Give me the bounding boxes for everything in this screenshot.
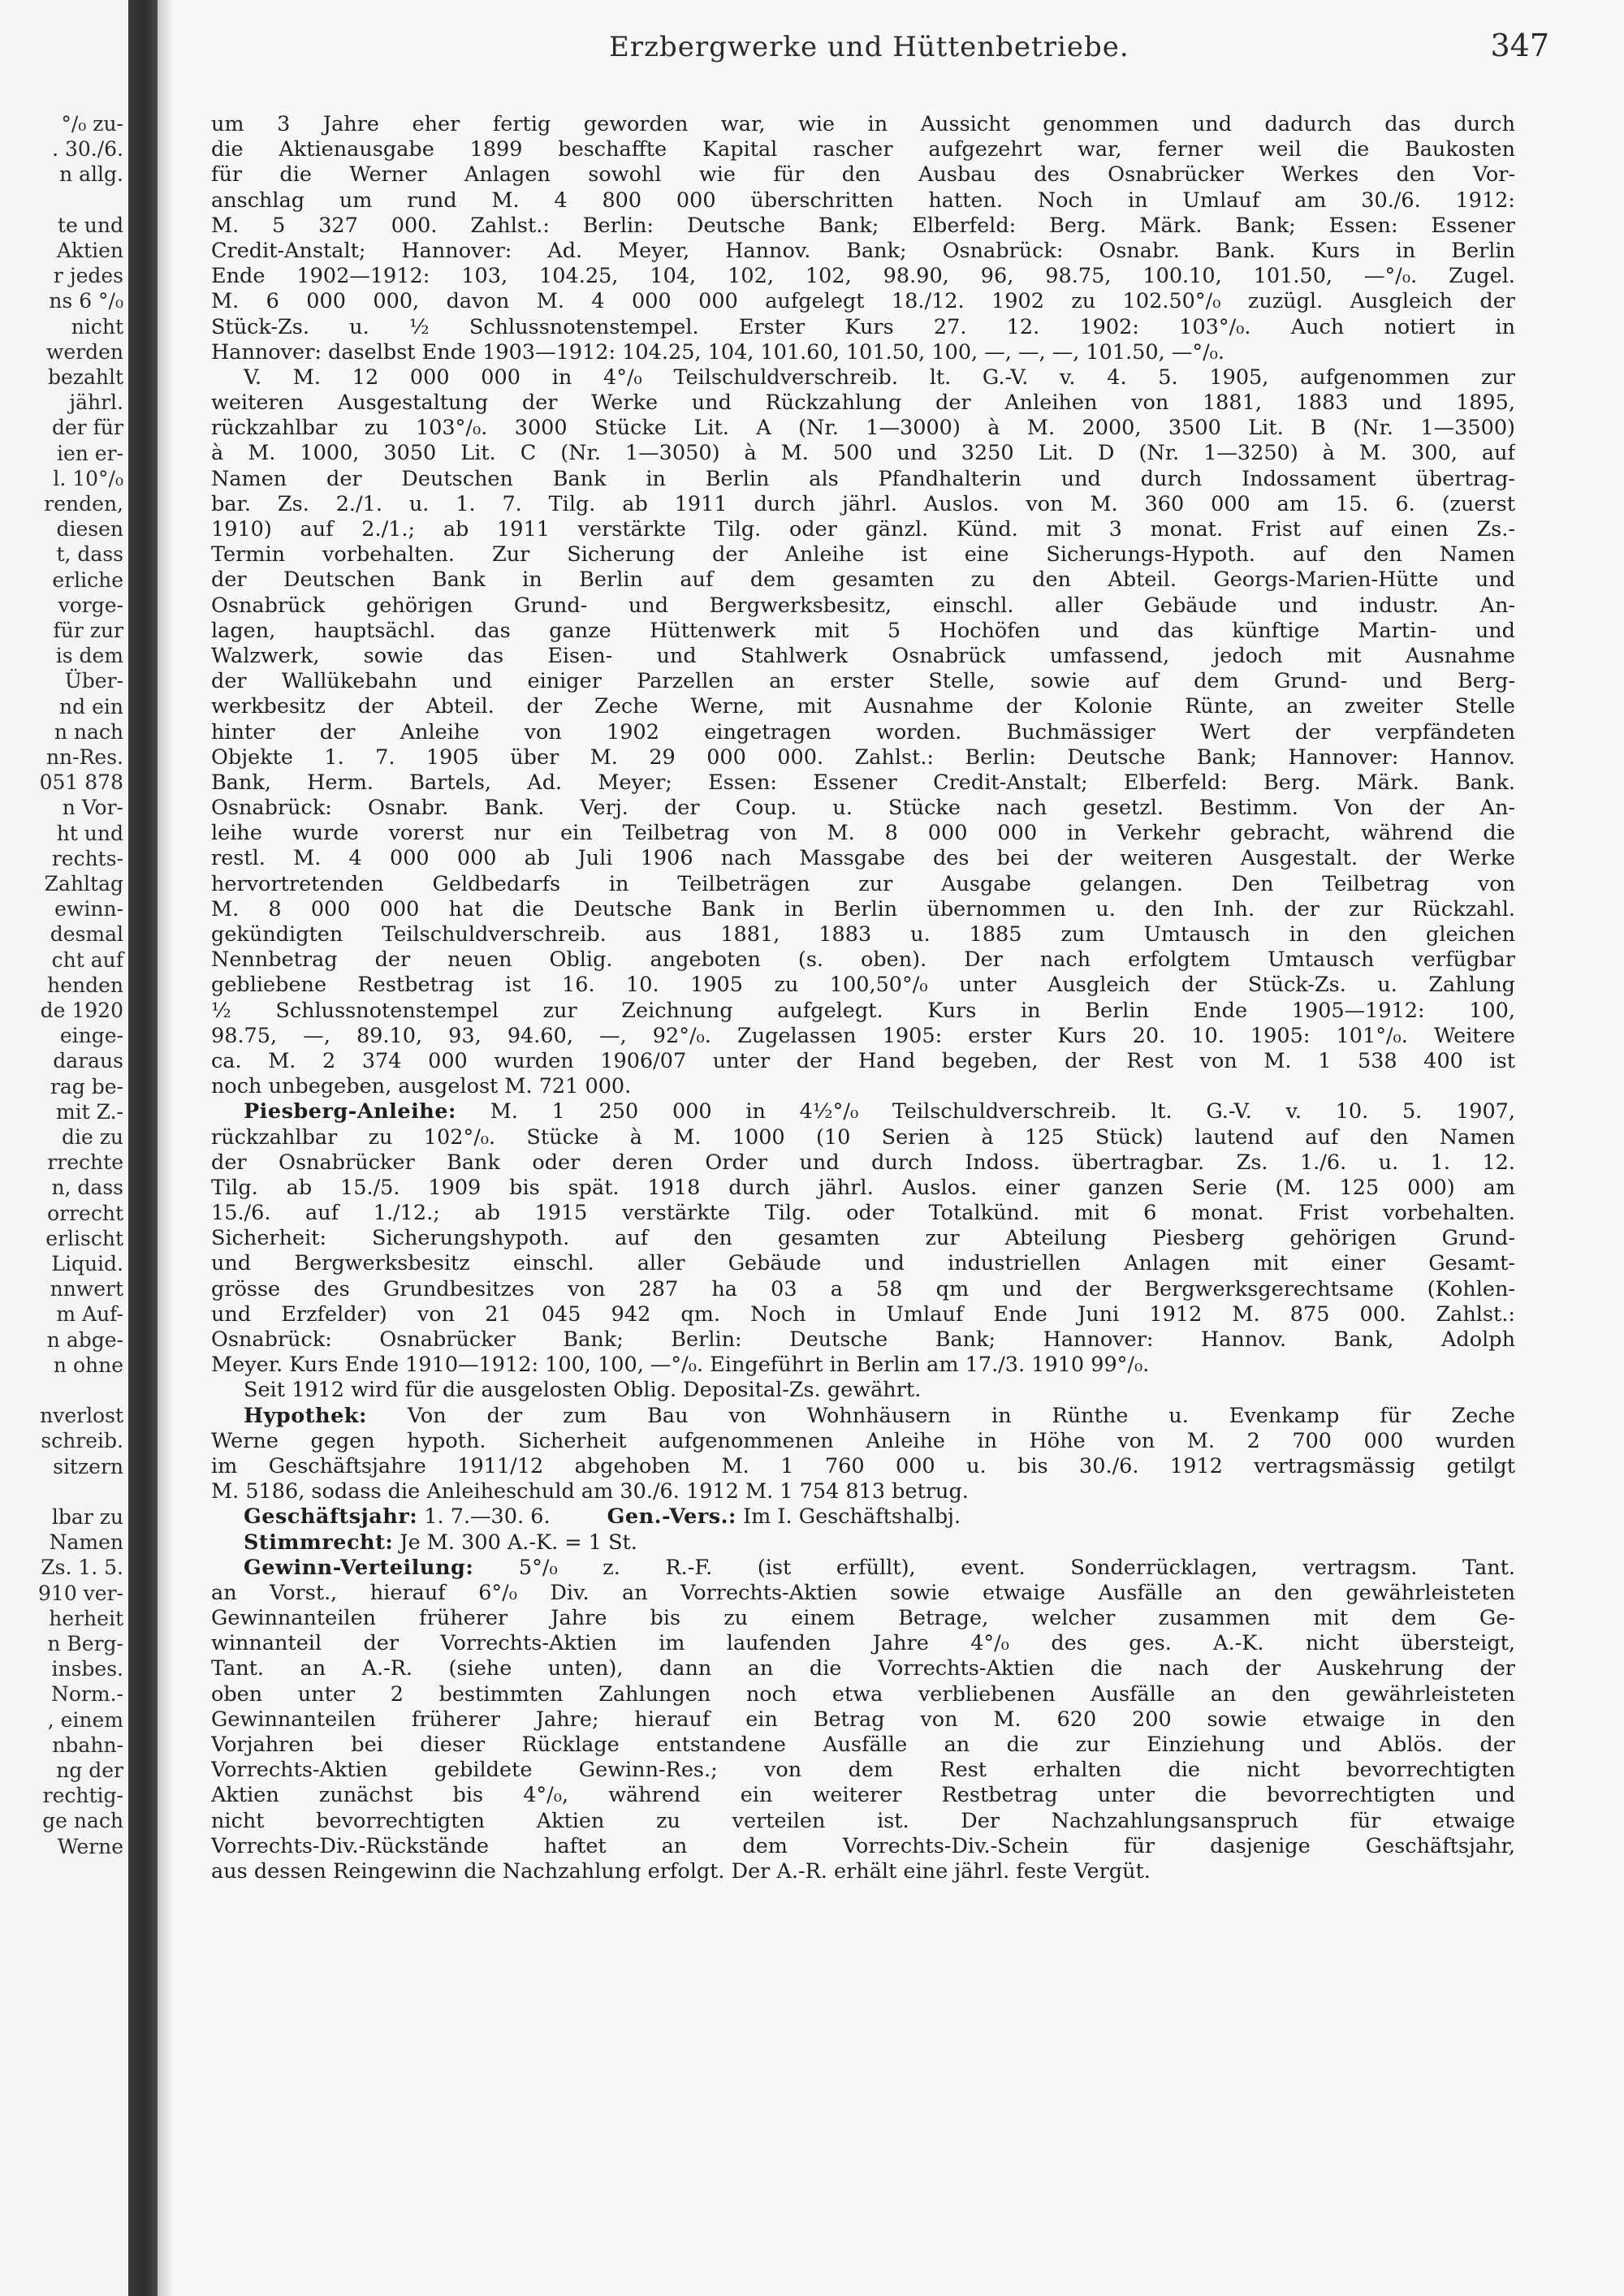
adjacent-page-line: is dem	[55, 644, 123, 668]
adjacent-page-line: Namen	[49, 1530, 123, 1555]
line-text: weiteren Ausgestaltung der Werke und Rückzahlung der Anleihen von 1881, 1883 und 1895,	[211, 391, 1515, 416]
line-text: à M. 1000, 3050 Lit. C (Nr. 1—3050) à M. 500 und 3250 Lit. D (Nr. 1—3250) à M. 300, auf	[211, 441, 1515, 466]
adjacent-page-line: , einem	[47, 1707, 123, 1732]
line-text: Nennbetrag der neuen Oblig. angeboten (s. oben). Der nach erfolgtem Umtausch verfügbar	[211, 947, 1515, 973]
line-text: für die Werner Anlagen sowohl wie für den Ausbau des Osnabrücker Werkes den Vor-	[211, 162, 1515, 188]
text-line	[211, 1429, 1515, 1454]
text-line	[211, 1809, 1515, 1834]
line-text: und Erzfelder) von 21 045 942 qm. Noch in Umlauf Ende Juni 1912 M. 875 000. Zahlst.:	[211, 1301, 1515, 1327]
section-lead: Geschäftsjahr:	[244, 1504, 418, 1530]
line-text: bar. Zs. 2./1. u. 1. 7. Tilg. ab 1911 durch jährl. Auslos. von M. 360 000 am 15. 6. (zuerst	[211, 491, 1515, 516]
line-text: ca. M. 2 374 000 wurden 1906/07 unter der Hand begeben, der Rest von M. 1 538 400 ist	[211, 1048, 1515, 1073]
text-line	[211, 137, 1515, 162]
line-text: 1910) auf 2./1.; ab 1911 verstärkte Tilg. oder gänzl. Künd. mit 3 monat. Frist auf einen Zs.-	[211, 517, 1515, 542]
text-line	[211, 999, 1515, 1024]
text-line	[211, 593, 1515, 619]
line-text: Im I. Geschäftshalbj.	[743, 1504, 961, 1530]
line-text: winnanteil der Vorrechts-Aktien im laufenden Jahre 4°/₀ des ges. A.-K. nicht übersteigt,	[211, 1631, 1515, 1656]
adjacent-page-line: henden	[47, 973, 123, 997]
text-line	[211, 188, 1515, 214]
line-text: Seit 1912 wird für die ausgelosten Oblig. Deposital-Zs. gewährt.	[244, 1378, 922, 1403]
line-text: oben unter 2 bestimmten Zahlungen noch etwa verbliebenen Ausfälle an den gewährleisteten	[211, 1681, 1515, 1707]
line-text: Credit-Anstalt; Hannover: Ad. Meyer, Hannov. Bank; Osnabrück: Osnabr. Bank. Kurs in Berlin	[211, 238, 1515, 263]
text-line	[211, 973, 1515, 998]
adjacent-page-line: einge-	[59, 1024, 123, 1048]
text-line	[211, 1581, 1515, 1606]
adjacent-page-line: schreib.	[41, 1429, 123, 1453]
line-text: Von der zum Bau von Wohnhäusern in Rünthe u. Evenkamp für Zeche	[407, 1403, 1515, 1428]
text-line	[211, 162, 1515, 188]
line-text: Gewinnanteilen früherer Jahre; hierauf ein Betrag von M. 620 200 sowie etwaige in den	[211, 1707, 1515, 1732]
text-line	[211, 467, 1515, 492]
line-text: Aktien zunächst bis 4°/₀, während ein weiterer Restbetrag unter die bevorrechtigten und	[211, 1783, 1515, 1808]
line-text: werkbesitz der Abteil. der Zeche Werne, mit Ausnahme der Kolonie Rünte, an zweiter Stelle	[211, 694, 1515, 719]
adjacent-page-line: Liquid.	[51, 1252, 123, 1275]
line-text: restl. M. 4 000 000 ab Juli 1906 nach Massgabe des bei der weiteren Ausgestalt. der Werke	[211, 846, 1515, 871]
line-text: Je M. 300 A.-K. = 1 St.	[400, 1530, 637, 1555]
text-line	[211, 214, 1515, 239]
line-text: hinter der Anleihe von 1902 eingetragen worden. Buchmässiger Wert der verpfändeten	[211, 719, 1515, 744]
line-text: 5°/₀ z. R.-F. (ist erfüllt), event. Sonderrücklagen, vertragsm. Tant.	[518, 1555, 1515, 1580]
text-line	[211, 1277, 1515, 1302]
line-text: rückzahlbar zu 103°/₀. 3000 Stücke Lit. A (Nr. 1—3000) à M. 2000, 3500 Lit. B (Nr. 1—3500)	[211, 416, 1515, 441]
text-line	[211, 391, 1515, 416]
line-text: Sicherheit: Sicherungshypoth. auf den gesamten zur Abteilung Piesberg gehörigen Grund-	[211, 1226, 1515, 1251]
line-text: Tilg. ab 15./5. 1909 bis spät. 1918 durch jährl. Auslos. einer ganzen Serie (M. 125 000) am	[211, 1175, 1515, 1200]
text-line	[211, 365, 1515, 391]
line-text: die Aktienausgabe 1899 beschaffte Kapital rascher aufgezehrt war, ferner weil die Baukosten	[211, 137, 1515, 162]
line-text: Werne gegen hypoth. Sicherheit aufgenommenen Anleihe in Höhe von M. 2 700 000 wurden	[211, 1428, 1515, 1453]
text-line	[211, 568, 1515, 593]
adjacent-page-line: °/₀ zu-	[61, 112, 123, 136]
text-line	[211, 846, 1515, 871]
section-lead: Gen.-Vers.:	[607, 1504, 736, 1530]
adjacent-page-line: Werne	[57, 1834, 123, 1858]
line-text: Stück-Zs. u. ½ Schlussnotenstempel. Erster Kurs 27. 12. 1902: 103°/₀. Auch notiert in	[211, 314, 1515, 339]
adjacent-page-line: desmal	[50, 922, 123, 947]
line-text: Meyer. Kurs Ende 1910—1912: 100, 100, —°/₀. Eingeführt in Berlin am 17./3. 1910 99°/₀.	[211, 1353, 1150, 1378]
text-line	[211, 619, 1515, 644]
adjacent-page-line: mit Z.-	[55, 1099, 123, 1124]
adjacent-page-line: 910 ver-	[38, 1581, 123, 1605]
running-title: Erzbergwerke und Hüttenbetriebe.	[609, 31, 1129, 63]
adjacent-page-line: nd ein	[59, 694, 123, 719]
adjacent-page-line: jährl.	[69, 391, 123, 415]
adjacent-page-line: Über-	[64, 669, 123, 693]
line-text: Walzwerk, sowie das Eisen- und Stahlwerk Osnabrück umfassend, jedoch mit Ausnahme	[211, 643, 1515, 668]
text-line	[211, 112, 1515, 137]
adjacent-page-line: nnwert	[50, 1277, 123, 1301]
text-line	[211, 239, 1515, 264]
line-text: M. 5 327 000. Zahlst.: Berlin: Deutsche Bank; Elberfeld: Berg. Märk. Bank; Essen: Essener	[211, 213, 1515, 238]
text-line	[211, 264, 1515, 289]
adjacent-page-line: nn-Res.	[45, 745, 123, 769]
text-line	[211, 1758, 1515, 1783]
text-line	[211, 542, 1515, 568]
text-line	[211, 1631, 1515, 1656]
line-text: leihe wurde vorerst nur ein Teilbetrag von M. 8 000 000 in Verkehr gebracht, während die	[211, 821, 1515, 846]
adjacent-page-line: sitzern	[53, 1454, 123, 1478]
line-text: Bank, Herm. Bartels, Ad. Meyer; Essen: Essener Credit-Anstalt; Elberfeld: Berg. Märk. Bank.	[211, 770, 1515, 795]
text-line	[211, 1049, 1515, 1074]
text-line	[211, 1125, 1515, 1150]
line-text: hervortretenden Geldbedarfs in Teilbeträgen zur Ausgabe gelangen. Den Teilbetrag von	[211, 871, 1515, 896]
adjacent-page-line: cht auf	[51, 947, 123, 972]
text-line	[211, 872, 1515, 897]
text-line	[211, 416, 1515, 441]
adjacent-page-line: de 1920	[40, 999, 123, 1022]
adjacent-page-line: ge nach	[42, 1809, 123, 1833]
adjacent-page-line: für zur	[53, 619, 123, 642]
adjacent-page-fragment	[0, 0, 128, 2296]
adjacent-page-line: ng der	[56, 1759, 123, 1782]
adjacent-page-line: rrechte	[47, 1150, 123, 1175]
body-text	[211, 112, 1515, 1884]
adjacent-page-line: werden	[45, 339, 123, 364]
text-line	[211, 1176, 1515, 1201]
text-line	[211, 1834, 1515, 1859]
line-text: und Bergwerksbesitz einschl. aller Gebäude und industriellen Anlagen mit einer Gesamt-	[211, 1251, 1515, 1276]
text-line	[211, 1479, 1515, 1504]
line-text: V. M. 12 000 000 in 4°/₀ Teilschuldverschreib. lt. G.-V. v. 4. 5. 1905, aufgenommen zur	[244, 365, 1515, 390]
section-lead: Stimmrecht:	[244, 1530, 394, 1555]
book-gutter	[128, 0, 158, 2296]
adjacent-page-line: Zahltag	[44, 872, 123, 896]
line-text: an Vorst., hierauf 6°/₀ Div. an Vorrechts-Aktien sowie etwaige Ausfälle an den gewährleisteten	[211, 1580, 1515, 1605]
text-line	[211, 1327, 1515, 1353]
text-line	[211, 694, 1515, 719]
adjacent-page-line: n Berg-	[47, 1632, 123, 1655]
adjacent-page-line: nverlost	[40, 1404, 123, 1428]
adjacent-page-line: lbar zu	[51, 1505, 123, 1529]
line-text: Ende 1902—1912: 103, 104.25, 104, 102, 102, 98.90, 96, 98.75, 100.10, 101.50, —°/₀. Zugel.	[211, 264, 1515, 289]
text-line	[211, 796, 1515, 821]
line-text: 98.75, —, 89.10, 93, 94.60, —, 92°/₀. Zugelassen 1905: erster Kurs 20. 10. 1905: 101°/₀. Weitere	[211, 1023, 1515, 1048]
text-line	[211, 1404, 1515, 1429]
adjacent-page-line: ns 6 °/₀	[49, 289, 123, 313]
line-text: rückzahlbar zu 102°/₀. Stücke à M. 1000 (10 Serien à 125 Stück) lautend auf den Namen	[211, 1124, 1515, 1150]
text-line	[211, 1201, 1515, 1226]
adjacent-page-line: die zu	[61, 1125, 123, 1149]
text-line	[211, 669, 1515, 694]
adjacent-page-line: n ohne	[53, 1353, 123, 1377]
text-line	[211, 770, 1515, 796]
adjacent-page-line: n nach	[54, 719, 123, 744]
line-text: der Osnabrücker Bank oder deren Order und durch Indoss. übertragbar. Zs. 1./6. u. 1. 12.	[211, 1150, 1515, 1175]
text-line	[211, 1733, 1515, 1758]
line-text: grösse des Grundbesitzes von 287 ha 03 a 58 qm und der Bergwerksgerechtsame (Kohlen-	[211, 1276, 1515, 1301]
adjacent-page-line: Aktien	[56, 239, 123, 262]
adjacent-page-line: ien er-	[56, 441, 123, 465]
page	[174, 0, 1624, 2296]
adjacent-page-line: r jedes	[53, 264, 123, 288]
text-line	[211, 1226, 1515, 1251]
adjacent-page-line: n Vor-	[62, 796, 123, 820]
line-text: Osnabrück: Osnabrücker Bank; Berlin: Deutsche Bank; Hannover: Hannov. Bank, Adolph	[211, 1327, 1515, 1352]
line-text: 1. 7.—30. 6.	[424, 1504, 551, 1530]
text-line	[211, 821, 1515, 846]
text-line	[211, 1150, 1515, 1176]
text-line	[211, 315, 1515, 340]
text-line	[211, 517, 1515, 542]
line-text: Vorrechts-Aktien gebildete Gewinn-Res.; von dem Rest erhalten die nicht bevorrechtigten	[211, 1758, 1515, 1783]
adjacent-page-line: insbes.	[51, 1657, 123, 1681]
adjacent-page-line: . 30./6.	[52, 137, 123, 162]
section-lead: Gewinn-Verteilung:	[244, 1555, 474, 1580]
line-text: der Deutschen Bank in Berlin auf dem gesamten zu den Abteil. Georgs-Marien-Hütte und	[211, 568, 1515, 593]
line-text: 15./6. auf 1./12.; ab 1915 verstärkte Tilg. oder Totalkünd. mit 6 monat. Frist vorbehalten.	[211, 1201, 1515, 1226]
section-lead: Piesberg-Anleihe:	[244, 1099, 456, 1124]
adjacent-page-line: orrecht	[47, 1201, 123, 1225]
text-line	[211, 922, 1515, 947]
adjacent-page-line: nicht	[71, 314, 123, 339]
line-text: um 3 Jahre eher fertig geworden war, wie in Aussicht genommen und dadurch das durch	[211, 112, 1515, 136]
adjacent-page-line: rag be-	[50, 1074, 123, 1098]
adjacent-page-line: ht und	[56, 821, 123, 845]
text-line	[211, 441, 1515, 466]
line-text: ½ Schlussnotenstempel zur Zeichnung aufgelegt. Kurs in Berlin Ende 1905—1912: 100,	[211, 998, 1515, 1023]
line-text: gekündigten Teilschuldverschreib. aus 1881, 1883 u. 1885 zum Umtausch in den gleichen	[211, 922, 1515, 947]
text-line	[211, 720, 1515, 745]
text-line	[211, 947, 1515, 973]
text-line	[211, 1530, 1515, 1556]
adjacent-page-line: t, dass	[56, 542, 123, 567]
text-line	[211, 745, 1515, 770]
text-line	[211, 1099, 1515, 1124]
line-text: Termin vorbehalten. Zur Sicherung der Anleihe ist eine Sicherungs-Hypoth. auf den Namen	[211, 542, 1515, 568]
line-text: Vorjahren bei dieser Rücklage entstandene Ausfälle an die zur Einziehung und Ablös. der	[211, 1733, 1515, 1757]
adjacent-page-line: nbahn-	[52, 1733, 123, 1757]
adjacent-page-line: renden,	[44, 492, 123, 516]
text-line	[211, 1682, 1515, 1707]
line-text: gebliebene Restbetrag ist 16. 10. 1905 zu 100,50°/₀ unter Ausgleich der Stück-Zs. u. Zahlung	[211, 973, 1515, 998]
adjacent-page-line: der für	[51, 416, 123, 440]
text-line	[211, 1024, 1515, 1049]
text-line	[211, 289, 1515, 314]
text-line	[211, 1783, 1515, 1808]
line-text: M. 5186, sodass die Anleiheschuld am 30./6. 1912 M. 1 754 813 betrug.	[211, 1479, 969, 1504]
line-text: Vorrechts-Div.-Rückstände haftet an dem Vorrechts-Div.-Schein für dasjenige Geschäftsjahr,	[211, 1833, 1515, 1858]
text-line	[211, 1606, 1515, 1631]
line-text: Osnabrück gehörigen Grund- und Bergwerksbesitz, einschl. aller Gebäude und industr. An-	[211, 593, 1515, 618]
adjacent-page-line: n abge-	[46, 1327, 123, 1352]
gutter-shadow	[158, 0, 174, 2296]
text-line	[211, 897, 1515, 922]
line-text: Osnabrück: Osnabr. Bank. Verj. der Coup. u. Stücke nach gesetzl. Bestimm. Von der An-	[211, 796, 1515, 821]
text-line	[211, 1378, 1515, 1403]
adjacent-page-line: diesen	[56, 517, 123, 542]
line-text: Objekte 1. 7. 1905 über M. 29 000 000. Zahlst.: Berlin: Deutsche Bank; Hannover: Hannov.	[211, 744, 1515, 770]
text-line	[211, 1556, 1515, 1581]
line-text: nicht bevorrechtigten Aktien zu verteilen ist. Der Nachzahlungsanspruch für etwaige	[211, 1808, 1515, 1833]
adjacent-page-line: l. 10°/₀	[53, 466, 123, 490]
line-text: lagen, hauptsächl. das ganze Hüttenwerk mit 5 Hochöfen und das künftige Martin- und	[211, 618, 1515, 643]
text-line	[211, 1656, 1515, 1681]
page-number: 347	[1490, 28, 1549, 63]
text-line	[211, 1859, 1515, 1884]
adjacent-page-line: vorge-	[58, 593, 123, 617]
text-line	[211, 644, 1515, 669]
line-text: M. 1 250 000 in 4½°/₀ Teilschuldverschreib. lt. G.-V. v. 10. 5. 1907,	[490, 1099, 1515, 1124]
adjacent-page-line: m Auf-	[56, 1302, 123, 1327]
adjacent-page-line: Norm.-	[51, 1682, 123, 1707]
text-line	[211, 1504, 1515, 1530]
text-line	[211, 1454, 1515, 1479]
line-text: M. 6 000 000, davon M. 4 000 000 aufgelegt 18./12. 1902 zu 102.50°/₀ zuzügl. Ausgleich der	[211, 289, 1515, 314]
adjacent-page-line: herheit	[49, 1606, 123, 1630]
line-text: im Geschäftsjahre 1911/12 abgehoben M. 1 760 000 u. bis 30./6. 1912 vertragsmässig getilgt	[211, 1453, 1515, 1478]
line-text: M. 8 000 000 hat die Deutsche Bank in Berlin übernommen u. den Inh. der zur Rückzahl.	[211, 896, 1515, 921]
adjacent-page-line: Zs. 1. 5.	[41, 1556, 123, 1580]
line-text: Gewinnanteilen früherer Jahre bis zu einem Betrage, welcher zusammen mit dem Ge-	[211, 1606, 1515, 1631]
adjacent-page-line: bezahlt	[47, 365, 123, 389]
text-line	[211, 1302, 1515, 1327]
adjacent-page-line: daraus	[53, 1049, 123, 1073]
line-text: Hannover: daselbst Ende 1903—1912: 104.25, 104, 101.60, 101.50, 100, —, —, —, 101.50, —°/₀.	[211, 339, 1225, 365]
line-text: noch unbegeben, ausgelost M. 721 000.	[211, 1074, 632, 1099]
text-line	[211, 1074, 1515, 1099]
adjacent-page-line: ewinn-	[54, 897, 123, 921]
line-text: Namen der Deutschen Bank in Berlin als Pfandhalterin und durch Indossament übertrag-	[211, 466, 1515, 491]
adjacent-page-line: rechts-	[51, 846, 123, 870]
text-line	[211, 1353, 1515, 1378]
line-text: der Wallükebahn und einiger Parzellen an erster Stelle, sowie auf dem Grund- und Berg-	[211, 669, 1515, 694]
adjacent-page-line: 051 878	[39, 770, 123, 795]
text-line	[211, 1251, 1515, 1276]
adjacent-page-line: te und	[58, 213, 123, 237]
text-line	[211, 340, 1515, 365]
line-text: Tant. an A.-R. (siehe unten), dann an die Vorrechts-Aktien die nach der Auskehrung der	[211, 1656, 1515, 1681]
line-text: aus dessen Reingewinn die Nachzahlung erfolgt. Der A.-R. erhält eine jährl. feste Vergüt.	[211, 1858, 1151, 1884]
line-text: anschlag um rund M. 4 800 000 überschritten hatten. Noch in Umlauf am 30./6. 1912:	[211, 188, 1515, 213]
adjacent-page-line: n, dass	[51, 1176, 123, 1200]
adjacent-page-line: erliche	[52, 568, 123, 592]
adjacent-page-line: rechtig-	[42, 1784, 123, 1808]
section-lead: Hypothek:	[244, 1403, 367, 1428]
adjacent-page-line: n allg.	[59, 162, 123, 187]
adjacent-page-line: erlischt	[45, 1226, 123, 1250]
text-line	[211, 492, 1515, 517]
text-line	[211, 1707, 1515, 1733]
